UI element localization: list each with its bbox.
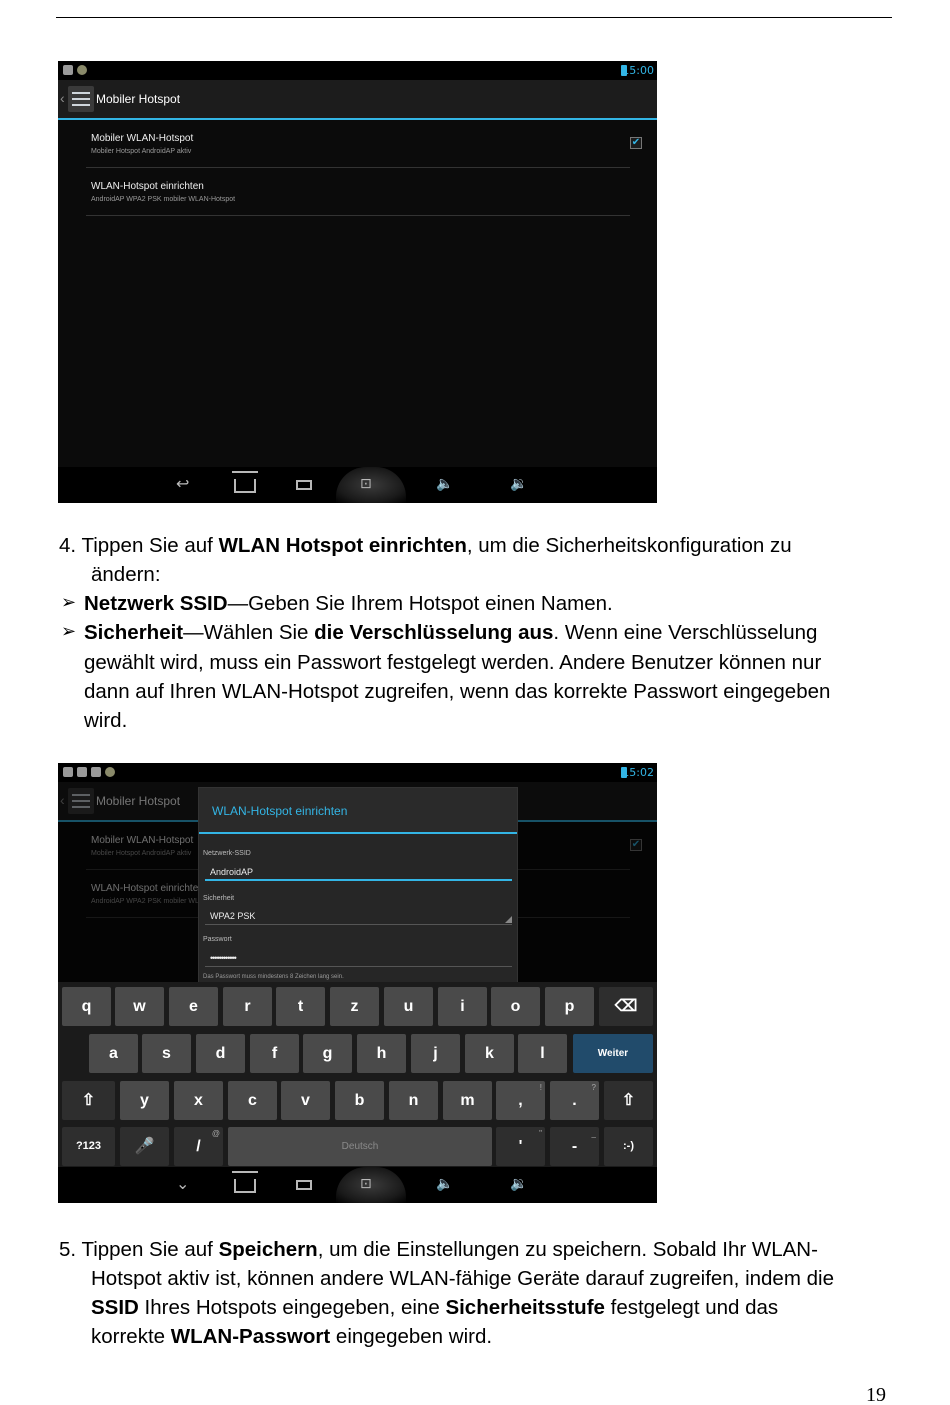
- bullet-bold: die Verschlüsselung aus: [314, 621, 554, 644]
- bullet-text: —Geben Sie Ihrem Hotspot einen Namen.: [227, 592, 613, 615]
- key-h[interactable]: h: [357, 1034, 406, 1073]
- volume-up-icon[interactable]: 🔉: [510, 476, 528, 492]
- password-input[interactable]: [205, 951, 512, 967]
- hotspot-checkbox[interactable]: ✔: [631, 137, 641, 148]
- shift-icon: ⇧: [81, 1092, 96, 1109]
- notification-icon: [63, 65, 73, 75]
- screenshot-hotspot-settings: [58, 61, 657, 503]
- arrow-bullet-icon: ➢: [61, 592, 77, 613]
- navigation-bar: [58, 1167, 657, 1203]
- microphone-icon: 🎤: [134, 1138, 155, 1155]
- security-value: WPA2 PSK: [210, 911, 256, 921]
- apostrophe-key[interactable]: [496, 1127, 545, 1166]
- key-v[interactable]: v: [281, 1081, 330, 1120]
- screenshot-icon[interactable]: ⊡: [360, 476, 372, 492]
- step-4-line-2: ändern:: [91, 563, 161, 586]
- key-label: /: [196, 1138, 201, 1155]
- clock: 15:02: [622, 766, 654, 779]
- key-sup: @: [211, 1129, 220, 1138]
- action-bar: [58, 80, 657, 120]
- top-rule: [56, 17, 892, 18]
- key-u[interactable]: u: [384, 987, 433, 1026]
- bullet-ssid: [84, 589, 613, 618]
- key-z[interactable]: z: [330, 987, 379, 1026]
- mic-key[interactable]: [120, 1127, 169, 1166]
- step-bold: WLAN Hotspot einrichten: [218, 534, 467, 557]
- ssid-input[interactable]: [205, 865, 512, 881]
- step-text: Tippen Sie auf: [81, 534, 219, 557]
- step-number: 4.: [59, 534, 77, 557]
- password-hint: Das Passwort muss mindestens 8 Zeichen lang sein.: [203, 974, 344, 980]
- step-text: eingegeben wird.: [330, 1325, 493, 1348]
- key-s[interactable]: s: [142, 1034, 191, 1073]
- pref-title: Mobiler WLAN-Hotspot: [91, 133, 194, 144]
- clock: 15:00: [622, 64, 654, 77]
- key-l[interactable]: l: [518, 1034, 567, 1073]
- key-n[interactable]: n: [389, 1081, 438, 1120]
- pref-mobile-hotspot[interactable]: [86, 123, 641, 168]
- soft-keyboard: [58, 982, 657, 1167]
- step-bold: Sicherheitsstufe: [445, 1296, 605, 1319]
- ssid-value: AndroidAP: [210, 867, 254, 877]
- hide-keyboard-icon[interactable]: ⌄: [176, 1174, 190, 1193]
- key-sup: !: [539, 1083, 542, 1092]
- bullet-security-line-4: wird.: [84, 709, 128, 732]
- bullet-security: [84, 618, 817, 647]
- key-i[interactable]: i: [438, 987, 487, 1026]
- backspace-key[interactable]: [599, 987, 653, 1026]
- step-5-line-3: [91, 1293, 778, 1322]
- step-text: korrekte: [91, 1325, 171, 1348]
- key-g[interactable]: g: [303, 1034, 352, 1073]
- password-label: Passwort: [203, 936, 232, 943]
- settings-sliders-icon[interactable]: [68, 86, 94, 112]
- bullet-text: —Wählen Sie: [183, 621, 315, 644]
- key-o[interactable]: o: [491, 987, 540, 1026]
- screenshot-hotspot-dialog: [58, 763, 657, 1203]
- action-bar-title: Mobiler Hotspot: [96, 92, 181, 106]
- back-chevron-icon[interactable]: ‹: [60, 90, 65, 106]
- step-bold: Speichern: [218, 1238, 318, 1261]
- key-m[interactable]: m: [443, 1081, 492, 1120]
- android-icon: [105, 767, 115, 777]
- pref-summary: Mobiler Hotspot AndroidAP aktiv: [91, 148, 192, 155]
- recent-apps-icon[interactable]: [296, 480, 312, 490]
- slash-key[interactable]: [174, 1127, 223, 1166]
- password-value: ••••••••••••: [210, 953, 236, 963]
- bullet-bold: Sicherheit: [84, 621, 184, 644]
- dialog-header: [199, 788, 517, 834]
- dropdown-triangle-icon: [505, 916, 512, 923]
- key-t[interactable]: t: [276, 987, 325, 1026]
- step-text: Tippen Sie auf: [81, 1238, 219, 1261]
- shift-icon: ⇧: [621, 1092, 636, 1109]
- status-bar: [58, 763, 657, 782]
- step-text: , um die Einstellungen zu speichern. Sobald Ihr WLAN-: [317, 1238, 818, 1261]
- bullet-security-line-2: gewählt wird, muss ein Passwort festgelegt werden. Andere Benutzer können nur: [84, 651, 822, 674]
- pref-setup-hotspot[interactable]: [86, 170, 630, 216]
- screenshot-icon[interactable]: ⊡: [360, 1176, 372, 1192]
- step-bold: SSID: [91, 1296, 139, 1319]
- home-icon[interactable]: [234, 479, 256, 493]
- shift-key-right[interactable]: [604, 1081, 653, 1120]
- dialog-title: WLAN-Hotspot einrichten: [212, 804, 348, 818]
- ssid-label: Netzwerk-SSID: [203, 850, 251, 857]
- step-number: 5.: [59, 1238, 77, 1261]
- volume-up-icon[interactable]: 🔉: [510, 1176, 528, 1192]
- symbols-key[interactable]: ?123: [62, 1127, 115, 1166]
- bullet-bold: Netzwerk SSID: [84, 592, 228, 615]
- smiley-key[interactable]: :-): [604, 1127, 653, 1166]
- hotspot-setup-dialog: [198, 787, 518, 983]
- key-b[interactable]: b: [335, 1081, 384, 1120]
- key-q[interactable]: q: [62, 987, 111, 1026]
- key-d[interactable]: d: [196, 1034, 245, 1073]
- wifi-icon: [77, 767, 87, 777]
- recent-apps-icon[interactable]: [296, 1180, 312, 1190]
- key-sup: _: [591, 1129, 596, 1138]
- key-label: -: [571, 1138, 578, 1155]
- step-5-line-2: Hotspot aktiv ist, können andere WLAN-fähige Geräte darauf zugreifen, indem die: [91, 1267, 834, 1290]
- key-label: .: [572, 1092, 577, 1109]
- dash-key[interactable]: [550, 1127, 599, 1166]
- key-sup: ?: [591, 1083, 596, 1092]
- key-k[interactable]: k: [465, 1034, 514, 1073]
- gallery-icon: [63, 767, 73, 777]
- page-number: 19: [866, 1384, 886, 1405]
- pref-title: WLAN-Hotspot einrichten: [91, 181, 204, 192]
- security-label: Sicherheit: [203, 895, 235, 902]
- navigation-bar: [58, 467, 657, 503]
- key-e[interactable]: e: [169, 987, 218, 1026]
- step-text: Ihres Hotspots eingegeben, eine: [138, 1296, 446, 1319]
- key-comma[interactable]: [496, 1081, 545, 1120]
- key-x[interactable]: x: [174, 1081, 223, 1120]
- backspace-icon: ⌫: [614, 998, 638, 1015]
- key-c[interactable]: c: [228, 1081, 277, 1120]
- next-key[interactable]: Weiter: [573, 1034, 653, 1073]
- key-p[interactable]: p: [545, 987, 594, 1026]
- key-r[interactable]: r: [223, 987, 272, 1026]
- step-bold: WLAN-Passwort: [170, 1325, 331, 1348]
- key-w[interactable]: w: [115, 987, 164, 1026]
- security-select[interactable]: [205, 909, 512, 925]
- key-label: ': [518, 1138, 523, 1155]
- key-j[interactable]: j: [411, 1034, 460, 1073]
- step-4-line-1: [59, 531, 792, 560]
- step-5-line-4: [91, 1322, 492, 1351]
- android-icon: [77, 65, 87, 75]
- key-f[interactable]: f: [250, 1034, 299, 1073]
- step-text: , um die Sicherheitskonfiguration zu: [466, 534, 792, 557]
- arrow-bullet-icon: ➢: [61, 621, 77, 642]
- bullet-security-line-3: dann auf Ihren WLAN-Hotspot zugreifen, wenn das korrekte Passwort eingegeben: [84, 680, 831, 703]
- space-key[interactable]: Deutsch: [228, 1127, 492, 1166]
- volume-down-icon[interactable]: 🔈: [436, 476, 454, 492]
- notification-icon: [91, 767, 101, 777]
- key-label: ,: [518, 1092, 523, 1109]
- status-bar: [58, 61, 657, 80]
- back-icon[interactable]: ↩: [176, 474, 190, 493]
- home-icon[interactable]: [234, 1179, 256, 1193]
- shift-key-left[interactable]: [62, 1081, 115, 1120]
- step-5-line-1: [59, 1235, 818, 1264]
- volume-down-icon[interactable]: 🔈: [436, 1176, 454, 1192]
- step-text: festgelegt und das: [604, 1296, 779, 1319]
- bullet-text: . Wenn eine Verschlüsselung: [553, 621, 818, 644]
- key-a[interactable]: a: [89, 1034, 138, 1073]
- pref-summary: AndroidAP WPA2 PSK mobiler WLAN-Hotspot: [91, 196, 236, 203]
- key-sup: ": [539, 1129, 542, 1138]
- key-y[interactable]: y: [120, 1081, 169, 1120]
